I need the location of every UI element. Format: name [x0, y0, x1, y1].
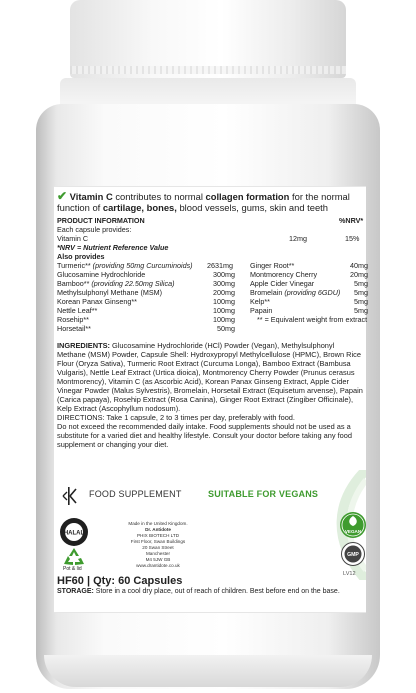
left-row-amount: 100mg	[213, 306, 235, 315]
check-icon: ✔	[57, 189, 68, 203]
vitc-nrv: 15%	[345, 234, 360, 243]
left-row-name: Methylsulphonyl Methane (MSM)	[57, 288, 163, 297]
left-row-name: Korean Panax Ginseng**	[57, 297, 137, 306]
recycle-label: Pot & lid	[63, 566, 82, 572]
product-code-quantity: HF60 | Qty: 60 Capsules	[57, 575, 183, 587]
left-row-amount: 50mg	[217, 324, 235, 333]
right-row-amount: 5mg	[354, 279, 368, 288]
left-row-name: Rosehip**	[57, 315, 89, 324]
suitable-vegans-label: SUITABLE FOR VEGANS	[208, 489, 319, 499]
right-row-amount: 5mg	[354, 288, 368, 297]
health-claim	[57, 191, 363, 213]
nrv-note: *NRV = Nutrient Reference Value	[57, 243, 169, 252]
manufacturer-postcode: M4 5JW GB	[145, 557, 171, 562]
gmp-badge-icon	[341, 542, 365, 566]
right-row-amount: 5mg	[354, 297, 368, 306]
ingredients-text: Glucosamine Hydrochloride (HCl) Powder (Vegan), Methylsulphonyl Methane (MSM) Powder, Capsule Shell: Hydroxypropyl Methylcellulose (HPMC), Brown Rice Flour (Oryza Sativa), Turmeric Root Extract (Curcuma Longa), Bamboo Extract (Bambusa Vulgaris), Nettle Leaf Extract (Urtica dioica), Montmorency Cherry Powder (Prunus cerasus Montmorency), Vitamin C (as Ascorbic Acid), Korean Panax Ginseng Extract, Apple Cider Vinegar Powder (Malus Sylvestris), Bromelain, Horsetail Extract (Equisetum arvense), Papain (Carica papaya), Rosehip Extract (Rosa Canina), Ginger Root Extract (Zingiber Officinale), Kelp Extract (Ascophyllum nodosum).	[57, 341, 363, 413]
recycle-icon	[61, 547, 87, 567]
claim-nutrient: Vitamin C	[69, 191, 113, 202]
right-row-name: Apple Cider Vinegar	[250, 279, 315, 288]
vegan-badge-text: VEGAN	[344, 529, 362, 534]
left-row-name: Horsetail**	[57, 324, 91, 333]
warning-text: Do not exceed the recommended daily intake. Food supplements should not be used as a substitute for a varied diet and healthy lifestyle. Consult your doctor before taking any food supplement or changing your diet.	[57, 422, 352, 449]
left-row-amount: 200mg	[213, 288, 235, 297]
left-row-amount: 300mg	[213, 270, 235, 279]
storage-label: STORAGE:	[57, 588, 94, 595]
right-row-name: Papain	[250, 306, 273, 315]
manufacturer-city: Manchester	[145, 551, 170, 556]
halal-badge-text: HALAL	[63, 530, 85, 537]
right-row-name: Kelp**	[250, 297, 270, 306]
panel-heading: PRODUCT INFORMATION	[57, 216, 145, 225]
claim-keyword-1: collagen formation	[205, 191, 290, 202]
lot-code: LV12	[343, 571, 356, 577]
manufacturer-block	[118, 521, 198, 569]
made-in: Made in the United Kingdom.	[128, 521, 188, 526]
vitc-name: Vitamin C	[57, 234, 89, 243]
left-row-name: Bamboo** (providing 22.50mg Silica)	[57, 279, 175, 288]
left-row-amount: 100mg	[213, 297, 235, 306]
claim-text-3: blood vessels, gums, skin and teeth	[176, 202, 328, 213]
manufacturer-address-2: 20 Swan Street	[142, 545, 174, 550]
right-row-amount: 5mg	[354, 306, 368, 315]
food-supplement-label: FOOD SUPPLEMENT	[89, 489, 182, 499]
each-capsule: Each capsule provides:	[57, 225, 132, 234]
also-provides: Also provides	[57, 252, 105, 261]
directions-text: DIRECTIONS: Take 1 capsule, 2 to 3 times per day, preferably with food.	[57, 413, 295, 422]
halal-badge-icon	[59, 517, 89, 547]
ingredients-label: INGREDIENTS:	[57, 341, 110, 350]
nrv-heading: %NRV*	[339, 216, 364, 225]
left-row-amount: 2631mg	[207, 261, 233, 270]
right-row-name: Ginger Root**	[250, 261, 295, 270]
manufacturer-web: www.drantidote.co.uk	[136, 563, 180, 568]
cap-ridges	[70, 66, 346, 74]
right-row-amount: 20mg	[350, 270, 368, 279]
claim-text-2: for the normal function of	[57, 191, 350, 213]
extract-note: ** = Equivalent weight from extract	[257, 315, 368, 324]
manufacturer-company: PHIX BIOTECH LTD	[136, 533, 180, 538]
claim-text-1: contributes to normal	[112, 191, 206, 202]
manufacturer-brand: Dr. Antidote	[145, 527, 171, 532]
storage-line	[57, 588, 369, 596]
left-row-name: Nettle Leaf**	[57, 306, 98, 315]
ingredients-block	[57, 341, 363, 449]
left-row-amount: 100mg	[213, 315, 235, 324]
left-row-name: Glucosamine Hydrochloride	[57, 270, 146, 279]
vitc-amount: 12mg	[289, 234, 307, 243]
vegan-badge-icon	[339, 511, 367, 539]
claim-keyword-2: cartilage, bones,	[102, 202, 177, 213]
gmp-badge-text: GMP	[347, 552, 359, 558]
manufacturer-address-1: First Floor, Swan Buildings	[130, 539, 186, 544]
right-row-name: Montmorency Cherry	[250, 270, 318, 279]
brand-logo-icon	[59, 485, 81, 507]
left-row-name: Turmeric** (providing 50mg Curcuminoids)	[57, 261, 193, 270]
right-row-amount: 40mg	[350, 261, 368, 270]
storage-text: Store in a cool dry place, out of reach of children. Best before end on the base.	[93, 588, 340, 595]
bottle-base	[44, 655, 372, 687]
left-row-amount: 300mg	[213, 279, 235, 288]
right-row-name: Bromelain (providing 6GDU)	[250, 288, 341, 297]
